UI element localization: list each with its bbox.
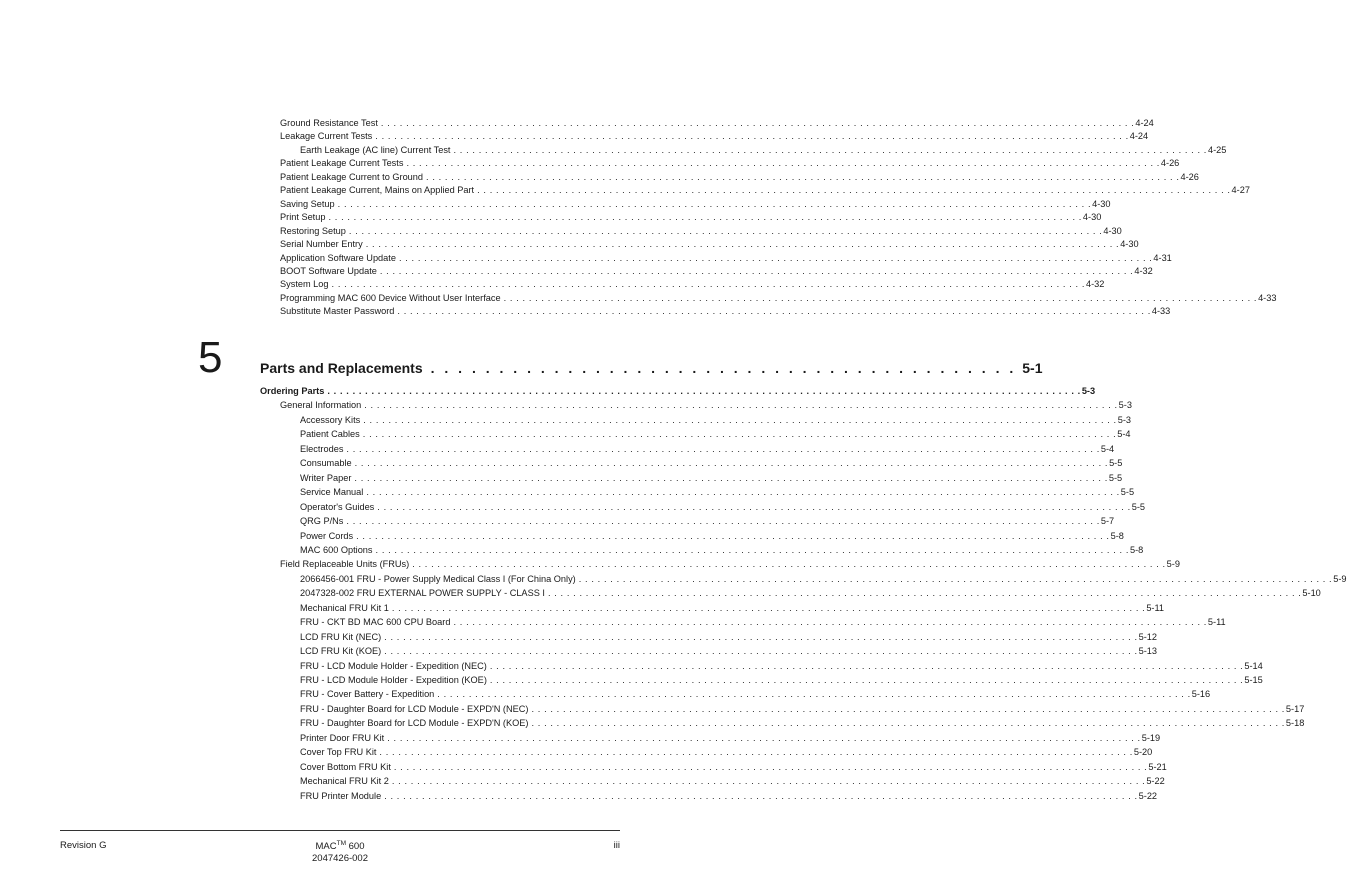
leader-dots: . . . . . . . . . . . . . . . . . . . . . . . . . . . . . . . . . . . . . . . . . . . . . . . . . . . . . . . . . . . . . . . . . . . . . . . . . . . . . . . . . . . . . . . . . . . . . . . . . . . . . . . . . . . . . . . . . . . . . . . . [337, 198, 1092, 209]
toc-entry-title: FRU - LCD Module Holder - Expedition (KOE) [300, 675, 487, 685]
toc-entry-page: 5-22 [1138, 790, 1158, 801]
toc-entry[interactable] [300, 761, 1167, 773]
toc-entry[interactable] [280, 171, 1199, 183]
toc-entry-title: Mechanical FRU Kit 2 [300, 776, 389, 787]
leader-dots: . . . . . . . . . . . . . . . . . . . . . . . . . . . . . . . . . . . . . . . . . . . . . . . . . . . . . . . . . . . . . . . . . . . . . . . . . . . . . . . . . . . . . . . . . . . . . . . . . . . . . . . . . . . . . . . . . . . . . . . . [391, 776, 1146, 787]
toc-entry-title: Serial Number Entry [280, 239, 363, 250]
footer-product [290, 838, 390, 865]
footer-revision: Revision G [60, 840, 107, 851]
leader-dots: . . . . . . . . . . . . . . . . . . . . . . . . . . . . . . . . . . . . . . . . . . . . . . . . . . . . . . . . . . . . . . . . . . . . . . . . . . . . . . . . . . . . . . . . . . . . . . . . . . . . . . . . . . . . . . . . . . . . . . . . [354, 458, 1109, 469]
toc-entry-title: FRU - CKT BD MAC 600 CPU Board [300, 617, 451, 628]
toc-entry-page: 4-33 [1151, 306, 1171, 317]
toc-entry[interactable] [300, 732, 1161, 744]
toc-entry-title: Field Replaceable Units (FRUs) [280, 559, 410, 570]
toc-entry-page: 5-15 [1244, 675, 1263, 685]
leader-dots: . . . . . . . . . . . . . . . . . . . . . . . . . . . . . . . . . . . . . . . . . . . . . . . . . . . . . . . . . . . . . . . . . . . . . . . . . . . . . . . . . . . . . . . . . . . . . . . . . . . . . . . . . . . . . . . . . . . . . . . . [489, 660, 1244, 671]
toc-entry[interactable] [280, 252, 1172, 264]
toc-entry-page: 5-12 [1138, 631, 1158, 642]
toc-entry-title: LCD FRU Kit (KOE) [300, 646, 382, 657]
trademark: TM [336, 840, 346, 847]
leader-dots: . . . . . . . . . . . . . . . . . . . . . . . . . . . . . . . . . . . . . . . . . . . . . . . . . . . . . . . . . . . . . . . . . . . . . . . . . . . . . . . . . . . . . . . . . . . . . . . . . . . . . . . . . . . . . . . . . . . . . . . . [397, 306, 1151, 317]
leader-dots: . . . . . . . . . . . . . . . . . . . . . . . . . . . . . . . . . . . . . . . . . . . . . . . . . . . . . . . . . . . . . . . . . . . . . . . . . . . . . . . . . . . . . . . . . . . . . . . . . . . . . . . . . . . . . . . . . . . . . . . . [412, 559, 1166, 570]
toc-entry-page: 5-8 [1110, 530, 1124, 541]
toc-entry-page: 5-5 [1109, 458, 1123, 469]
toc-entry-page: 5-10 [1302, 588, 1321, 599]
toc-entry-page: 5-8 [1129, 544, 1144, 555]
toc-entry-title: Programming MAC 600 Device Without User Interface [280, 292, 501, 303]
leader-dots: . . . . . . . . . . . . . . . . . . . . . . . . . . . . . . . . . . . . . . . . . . . . . . . . . . . . . . . . . . . . . . . . . . . . . . . . . . . . . . . . . . . . . . . . . . . . . . . . . . . . . . . . . . . . . . . . . . . . . . . . [363, 414, 1117, 425]
leader-dots: . . . . . . . . . . . . . . . . . . . . . . . . . . . . . . . . . . . . . . . . . . . . . . . . . . . . . . . . . . . . . . . . . . . . . . . . . . . . . . . . . . . . . . . . . . . . . . . . . . . . . . . . . . . . . . . . . . . . . . . . [365, 239, 1120, 250]
leader-dots: . . . . . . . . . . . . . . . . . . . . . . . . . . . . . . . . . . . . . . . . . . . . . . . . . . . . . . . . . . . . . . . . . . . . . . . . . . . . . . . . . . . . . . . . . . . . . . . . . . . . . . . . . . . . . . . . . . . . . . . . [387, 732, 1141, 743]
leader-dots: . . . . . . . . . . . . . . . . . . . . . . . . . . . . . . . . . . . . . . . . . . . . . . . . . . . . . . . . . . . . . . . . . . . . . . . . . . . . . . . . . . . . . . . . . . . . . . . . . . . . . . . . . . . . . . . . . . . . . . . . [327, 386, 1081, 396]
toc-entry-page: 5-14 [1244, 660, 1263, 671]
toc-entry[interactable] [300, 747, 1153, 758]
toc-entry-title: 2066456-001 FRU - Power Supply Medical Class I (For China Only) [300, 573, 576, 584]
product-model: 600 [348, 841, 365, 853]
toc-entry[interactable] [300, 472, 1123, 484]
toc-entry[interactable] [300, 144, 1227, 156]
toc-entry[interactable] [300, 443, 1115, 455]
leader-dots: . . . . . . . . . . . . . . . . . . . . . . . . . . . . . . . . . . . . . . . . . . . . . . . . . . . . . . . . . . . . . . . . . . . . . . . . . . . . . . . . . . . . . . . . . . . . . . . . . . . . . . . . . . . . . . . . . . . . . . . . [477, 185, 1231, 196]
toc-entry[interactable] [300, 544, 1144, 556]
toc-entry[interactable] [300, 617, 1226, 628]
toc-entry[interactable] [300, 602, 1165, 614]
toc-entry-title: System Log [280, 279, 329, 290]
toc-entry[interactable] [300, 631, 1158, 643]
toc-entry[interactable] [280, 131, 1149, 142]
toc-entry[interactable] [300, 458, 1123, 469]
leader-dots: . . . . . . . . . . . . . . . . . . . . . . . . . . . . . . . . . . . . . . . . . . . . . . . . . . . . . . . . . . . . . . . . . . . . . . . . . . . . . . . . . . . . . . . . . . . . . . . . . . . . . . . . . . . . . . . . . . . . . . . . [547, 588, 1302, 599]
toc-entry-title: Ordering Parts [260, 386, 325, 396]
leader-dots: . . . . . . . . . . . . . . . . . . . . . . . . . . . . . . . . . . . . . . . . . . . . . . . . . . . . . . . . . . . . . . . . . . . . . . . . . . . . . . . . . . . . . . . . . . . . . . . . . . . . . . . . . . . . . . . . . . . . . . . . [503, 292, 1258, 303]
leader-dots: . . . . . . . . . . . . . . . . . . . . . . . . . . . . . . . . . . . . . . . . . . . . . . . . . . . . . . . . . . . . . . . . . . . . . . . . . . . . . . . . . . . . . . . . . . . . . . . . . . . . . . . . . . . . . . . . . . . . . . . . [380, 118, 1135, 128]
toc-entry[interactable] [300, 530, 1124, 542]
toc-entry-title: MAC 600 Options [300, 544, 373, 555]
toc-entry[interactable] [280, 559, 1180, 570]
chapter-number: 5 [198, 333, 223, 382]
footer-rule [60, 830, 620, 831]
toc-entry[interactable] [260, 386, 1096, 397]
toc-entry-page: 4-33 [1258, 292, 1277, 303]
toc-entry-title: FRU - LCD Module Holder - Expedition (NEC) [300, 660, 487, 671]
toc-entry-title: Leakage Current Tests [280, 131, 373, 142]
toc-entry-title: Patient Leakage Current, Mains on Applied Part [280, 185, 475, 196]
toc-entry-page: 4-30 [1092, 198, 1111, 209]
toc-entry[interactable] [280, 265, 1153, 277]
toc-entry[interactable] [280, 225, 1122, 237]
chapter-heading[interactable] [260, 360, 1043, 376]
toc-entry-page: 5-17 [1285, 703, 1305, 714]
toc-entry-page: 5-21 [1148, 761, 1167, 772]
toc-entry[interactable] [300, 646, 1158, 657]
leader-dots: . . . . . . . . . . . . . . . . . . . . . . . . . . . . . . . . . . . . . . . . . . . . . . . . . . . . . . . . . . . . . . . . . . . . . . . . . . . . . . . . . . . . . . . . . . . . . . . . . . . . . . . . . . . . . . . . . . . . . . . . [346, 516, 1100, 527]
leader-dots: . . . . . . . . . . . . . . . . . . . . . . . . . . . . . . . . . . . . . . . . . . . . . . . . . . . . . . . . . . . . . . . . . . . . . . . . . . . . . . . . . . . . . . . . . . . . . . . . . . . . . . . . . . . . . . . . . . . . . . . . [379, 747, 1133, 758]
toc-entry-page: 5-19 [1141, 732, 1161, 743]
toc-entry-title: LCD FRU Kit (NEC) [300, 631, 382, 642]
toc-entry-title: Earth Leakage (AC line) Current Test [300, 144, 451, 155]
toc-entry[interactable] [300, 718, 1305, 729]
toc-entry-page: 4-27 [1231, 185, 1250, 196]
leader-dots: . . . . . . . . . . . . . . . . . . . . . . . . . . . . . . . . . . . . . . . . . . . . . . . . . . . . . . . . . . . . . . . . . . . . . . . . . . . . . . . . . . . . . . . . . . . . . . . . . . . . . . . . . . . . . . . . . . . . . . . . [375, 544, 1129, 555]
toc-entry-page: 4-24 [1135, 118, 1154, 128]
toc-entry[interactable] [280, 306, 1171, 317]
toc-entry-title: Cover Top FRU Kit [300, 747, 377, 758]
toc-entry-title: Mechanical FRU Kit 1 [300, 602, 389, 613]
toc-entry-page: 5-13 [1138, 646, 1158, 657]
product-name: MAC [315, 841, 337, 853]
chapter-title: Parts and Replacements [260, 360, 423, 376]
leader-dots: . . . . . . . . . . . . . . . . . . . . . . . . . . . . . . . . . . . . . . . . . . . . . . . . . . . . . . . . . . . . . . . . . . . . . . . . . . . . . . . . . . . . . . . . . . . . . . . . . . . . . . . . . . . . . . . . . . . . . . . . [384, 790, 1138, 801]
leader-dots: . . . . . . . . . . . . . . . . . . . . . . . . . . . . . . . . . . . . . . . . . . . . . . . . . . . . . . . . . . . . . . . . . . . . . . . . . . . . . . . . . . . . . . . . . . . . . . . . . . . . . . . . . . . . . . . . . . . . . . . . [391, 602, 1146, 613]
toc-entry[interactable] [280, 279, 1105, 290]
leader-dots: . . . . . . . . . . . . . . . . . . . . . . . . . . . . . . . . . . . . . . . . . . . . . . . . . . . . . . . . . . . . . . . . . . . . . . . . . . . . . . . . . . . . . . . . . . . . . . . . . . . . . . . . . . . . . . . . . . . . . . . . [453, 617, 1207, 628]
toc-entry-page: 4-26 [1160, 158, 1180, 169]
toc-entry-title: Print Setup [280, 212, 326, 223]
toc-entry-title: Cover Bottom FRU Kit [300, 761, 391, 772]
leader-dots: . . . . . . . . . . . . . . . . . . . . . . . . . . . . . . . . . . . . . . . . . . . . . . . . . . . . . . . . . . . . . . . . . . . . . . . . . . . . . . . . . . . . . . . . . . . . . . . . . . . . . . . . . . . . . . . . . . . . . . . . [348, 225, 1103, 236]
toc-entry[interactable] [300, 703, 1305, 715]
leader-dots: . . . . . . . . . . . . . . . . . . . . . . . . . . . . . . . . . . . . . . . . . . . . . . . . . . . . . . . . . . . . . . . . . . . . . . . . . . . . . . . . . . . . . . . . . . . . . . . . . . . . . . . . . . . . . . . . . . . . . . . . [453, 144, 1207, 155]
toc-entry-title: FRU Printer Module [300, 790, 382, 801]
toc-entry[interactable] [280, 239, 1139, 250]
toc-entry[interactable] [300, 675, 1263, 686]
leader-dots: . . . . . . . . . . . . . . . . . . . . . . . . . . . . . . . . . . . . . . . . . . . . . . . . . . . . . . . . . . . . . . . . . . . . . . . . . . . . . . . . . . . . . . . . . . . . . . . . . . . . . . . . . . . . . . . . . . . . . . . . [531, 703, 1285, 714]
toc-entry-title: Application Software Update [280, 252, 396, 263]
doc-number: 2047426-002 [312, 853, 368, 865]
toc-entry[interactable] [300, 790, 1158, 802]
chapter-page: 5-1 [1022, 360, 1043, 376]
toc-entry-page: 4-25 [1207, 144, 1227, 155]
toc-entry-title: Patient Leakage Current to Ground [280, 171, 424, 182]
toc-entry-title: FRU - Daughter Board for LCD Module - EXPD'N (KOE) [300, 718, 529, 729]
toc-entry[interactable] [300, 429, 1131, 440]
toc-entry-title: Electrodes [300, 443, 344, 454]
toc-entry[interactable] [280, 185, 1250, 196]
toc-entry-title: Accessory Kits [300, 414, 361, 425]
toc-entry-page: 5-3 [1118, 400, 1132, 411]
toc-entry[interactable] [280, 158, 1180, 169]
toc-entry[interactable] [300, 588, 1321, 599]
leader-dots: . . . . . . . . . . . . . . . . . . . . . . . . . . . . . . . . . . . . . . . . . . . . . . . . . . . . . . . . . . . . . . . . . . . . . . . . . . . . . . . . . . . . . . . . . . . . . . . . . . . . . . . . . . . . . . . . . . . . . . . . [356, 530, 1110, 541]
toc-entry[interactable] [300, 573, 1347, 585]
toc-entry-title: BOOT Software Update [280, 265, 377, 276]
toc-entry-title: Printer Door FRU Kit [300, 732, 385, 743]
toc-entry-title: Patient Cables [300, 429, 360, 440]
leader-dots: . . . . . . . . . . . . . . . . . . . . . . . . . . . . . . . . . . . . . . . . . . . . . . . . . . . . . . . . . . . . . . . . . . . . . . . . . . . . . . . . . . . . . . . . . . . . . . . . . . . . . . . . . . . . . . . . . . . . . . . . [531, 718, 1285, 729]
toc-entry-page: 5-5 [1131, 501, 1146, 512]
toc-entry[interactable] [280, 400, 1132, 411]
toc-entry-page: 4-32 [1085, 279, 1105, 290]
leader-dots: . . . . . . . . . . . . . . . . . . . . . . . . . . . . . . . . . . . . . . . . . . . . . . . . . . . . . . . . . . . . . . . . . . . . . . . . . . . . . . . . . . . . . . . . . . . . . . . . . . . . . . . . . . . . . . . . . . . . . . . . [362, 429, 1117, 440]
leader-dots: . . . . . . . . . . . . . . . . . . . . . . . . . . . . . . . . . . . . . . . . . . . . . . . . . . . . . . . . . . . . . . . . . . . . . . . . . . . . . . . . . . . . . . . . . . . . . . . . . . . . . . . . . . . . . . . . . . . . . . . . [346, 443, 1100, 454]
toc-entry-page: 5-4 [1100, 443, 1115, 454]
leader-dots: . . . . . . . . . . . . . . . . . . . . . . . . . . . . . . . . . . . . . . . . . . . . . . . . . . . . . . . . . . . . . . . . . . . . . . . . . . . . . . . . . . . . . . . . . . . . . . . . . . . . . . . . . . . . . . . . . . . . . . . . [384, 646, 1138, 657]
toc-entry-title: Saving Setup [280, 198, 335, 209]
toc-entry[interactable] [280, 118, 1154, 129]
toc-entry-page: 5-5 [1120, 487, 1135, 498]
toc-entry-title: 2047328-002 FRU EXTERNAL POWER SUPPLY - CLASS I [300, 588, 545, 599]
leader-dots: . . . . . . . . . . . . . . . . . . . . . . . . . . . . . . . . . . . . . . . . . . . . . . . . . . . . . . . . . . . . . . . . . . . . . . . . . . . . . . . . . . . . . . . . . . . . . . . . . . . . . . . . . . . . . . . . . . . . . . . . [366, 487, 1120, 498]
toc-entry-page: 5-18 [1285, 718, 1305, 729]
toc-entry-page: 4-32 [1134, 265, 1153, 276]
toc-entry-title: Power Cords [300, 530, 354, 541]
toc-entry[interactable] [300, 689, 1211, 700]
toc-entry-page: 4-24 [1129, 131, 1149, 142]
toc-entry[interactable] [300, 516, 1115, 527]
leader-dots: . . . . . . . . . . . . . . . . . . . . . . . . . . . . . . . . . . . . . . . . . . . . . . . . . . . . . . . . . . . . . . . . . . . . . . . . . . . . . . . . . . . . . . . . . . . . . . . . . . . . . . . . . . . . . . . . . . . . . . . . [331, 279, 1085, 290]
leader-dots: . . . . . . . . . . . . . . . . . . . . . . . . . . . . . . . . . . . . . . . . . . . . . . . . . . . . . . . . . . . . . . . . . . . . . . . . . . . . . . . . . . . . . . . . . . . . . . . . . . . . . . . . . . . . . . . . . . . . . . . . [354, 472, 1108, 483]
toc-entry[interactable] [300, 660, 1263, 672]
footer-page-number: iii [613, 840, 620, 851]
toc-entry-page: 4-30 [1082, 212, 1102, 223]
toc-entry-page: 5-3 [1081, 386, 1096, 396]
toc-entry-page: 5-11 [1146, 602, 1165, 613]
leader-dots: . . . . . . . . . . . . . . . . . . . . . . . . . . . . . . . . . . . . . . . . . . . . . . . . . . . . . . . . . . . . . . . . . . . . . . . . . . . . . . . . . . . . . . . . . . . . . . . . . . . . . . . . . . . . . . . . . . . . . . . . [364, 400, 1118, 411]
toc-entry-title: Operator's Guides [300, 501, 375, 512]
toc-entry[interactable] [280, 212, 1102, 223]
toc-entry-page: 4-30 [1103, 225, 1122, 236]
toc-entry-page: 5-9 [1333, 573, 1347, 584]
toc-entry-title: Restoring Setup [280, 225, 346, 236]
toc-entry-title: FRU - Daughter Board for LCD Module - EXPD'N (NEC) [300, 703, 529, 714]
toc-entry[interactable] [280, 292, 1277, 304]
toc-entry-title: FRU - Cover Battery - Expedition [300, 689, 435, 700]
toc-entry-title: General Information [280, 400, 362, 411]
leader-dots: . . . . . . . . . . . . . . . . . . . . . . . . . . . . . . . . . . . . . . . . . . . . . . . . . . . . . . . . . . . . . . . . . . . . . . . . . . . . . . . . . . . . . . . . . . . . . . . . . . . . . . . . . . . . . . . . . . . . . . . . [437, 689, 1191, 700]
toc-entry[interactable] [280, 198, 1111, 210]
leader-dots: . . . . . . . . . . . . . . . . . . . . . . . . . . . . . . . . . . . . . . . . . . . [430, 360, 1017, 376]
toc-entry-page: 5-5 [1108, 472, 1123, 483]
toc-entry[interactable] [300, 501, 1146, 513]
leader-dots: . . . . . . . . . . . . . . . . . . . . . . . . . . . . . . . . . . . . . . . . . . . . . . . . . . . . . . . . . . . . . . . . . . . . . . . . . . . . . . . . . . . . . . . . . . . . . . . . . . . . . . . . . . . . . . . . . . . . . . . . [393, 761, 1148, 772]
leader-dots: . . . . . . . . . . . . . . . . . . . . . . . . . . . . . . . . . . . . . . . . . . . . . . . . . . . . . . . . . . . . . . . . . . . . . . . . . . . . . . . . . . . . . . . . . . . . . . . . . . . . . . . . . . . . . . . . . . . . . . . . [377, 501, 1131, 512]
leader-dots: . . . . . . . . . . . . . . . . . . . . . . . . . . . . . . . . . . . . . . . . . . . . . . . . . . . . . . . . . . . . . . . . . . . . . . . . . . . . . . . . . . . . . . . . . . . . . . . . . . . . . . . . . . . . . . . . . . . . . . . . [489, 675, 1244, 685]
toc-entry-page: 4-31 [1153, 252, 1172, 263]
toc-entry-page: 5-22 [1146, 776, 1165, 787]
toc-entry-title: Patient Leakage Current Tests [280, 158, 404, 169]
leader-dots: . . . . . . . . . . . . . . . . . . . . . . . . . . . . . . . . . . . . . . . . . . . . . . . . . . . . . . . . . . . . . . . . . . . . . . . . . . . . . . . . . . . . . . . . . . . . . . . . . . . . . . . . . . . . . . . . . . . . . . . . [328, 212, 1082, 223]
toc-entry-page: 5-4 [1117, 429, 1131, 440]
leader-dots: . . . . . . . . . . . . . . . . . . . . . . . . . . . . . . . . . . . . . . . . . . . . . . . . . . . . . . . . . . . . . . . . . . . . . . . . . . . . . . . . . . . . . . . . . . . . . . . . . . . . . . . . . . . . . . . . . . . . . . . . [426, 171, 1180, 182]
toc-entry-title: Consumable [300, 458, 352, 469]
toc-entry-title: Writer Paper [300, 472, 352, 483]
toc-entry-page: 5-7 [1100, 516, 1115, 527]
toc-entry-page: 5-3 [1117, 414, 1131, 425]
toc-entry-page: 5-9 [1166, 559, 1180, 570]
toc-entry-page: 4-26 [1180, 171, 1199, 182]
toc-entry-page: 5-20 [1133, 747, 1153, 758]
toc-entry[interactable] [300, 487, 1135, 498]
toc-entry-title: Ground Resistance Test [280, 118, 378, 128]
leader-dots: . . . . . . . . . . . . . . . . . . . . . . . . . . . . . . . . . . . . . . . . . . . . . . . . . . . . . . . . . . . . . . . . . . . . . . . . . . . . . . . . . . . . . . . . . . . . . . . . . . . . . . . . . . . . . . . . . . . . . . . . [406, 158, 1160, 169]
toc-entry-title: Substitute Master Password [280, 306, 395, 317]
leader-dots: . . . . . . . . . . . . . . . . . . . . . . . . . . . . . . . . . . . . . . . . . . . . . . . . . . . . . . . . . . . . . . . . . . . . . . . . . . . . . . . . . . . . . . . . . . . . . . . . . . . . . . . . . . . . . . . . . . . . . . . . [375, 131, 1129, 142]
toc-entry-title: Service Manual [300, 487, 364, 498]
toc-entry[interactable] [300, 414, 1131, 426]
toc-entry-title: QRG P/Ns [300, 516, 344, 527]
leader-dots: . . . . . . . . . . . . . . . . . . . . . . . . . . . . . . . . . . . . . . . . . . . . . . . . . . . . . . . . . . . . . . . . . . . . . . . . . . . . . . . . . . . . . . . . . . . . . . . . . . . . . . . . . . . . . . . . . . . . . . . . [398, 252, 1153, 263]
toc-entry[interactable] [300, 776, 1165, 787]
leader-dots: . . . . . . . . . . . . . . . . . . . . . . . . . . . . . . . . . . . . . . . . . . . . . . . . . . . . . . . . . . . . . . . . . . . . . . . . . . . . . . . . . . . . . . . . . . . . . . . . . . . . . . . . . . . . . . . . . . . . . . . . [578, 573, 1333, 584]
toc-entry-page: 5-16 [1191, 689, 1211, 700]
leader-dots: . . . . . . . . . . . . . . . . . . . . . . . . . . . . . . . . . . . . . . . . . . . . . . . . . . . . . . . . . . . . . . . . . . . . . . . . . . . . . . . . . . . . . . . . . . . . . . . . . . . . . . . . . . . . . . . . . . . . . . . . [379, 265, 1134, 276]
toc-entry-page: 5-11 [1207, 617, 1226, 628]
leader-dots: . . . . . . . . . . . . . . . . . . . . . . . . . . . . . . . . . . . . . . . . . . . . . . . . . . . . . . . . . . . . . . . . . . . . . . . . . . . . . . . . . . . . . . . . . . . . . . . . . . . . . . . . . . . . . . . . . . . . . . . . [384, 631, 1138, 642]
toc-entry-page: 4-30 [1120, 239, 1139, 250]
